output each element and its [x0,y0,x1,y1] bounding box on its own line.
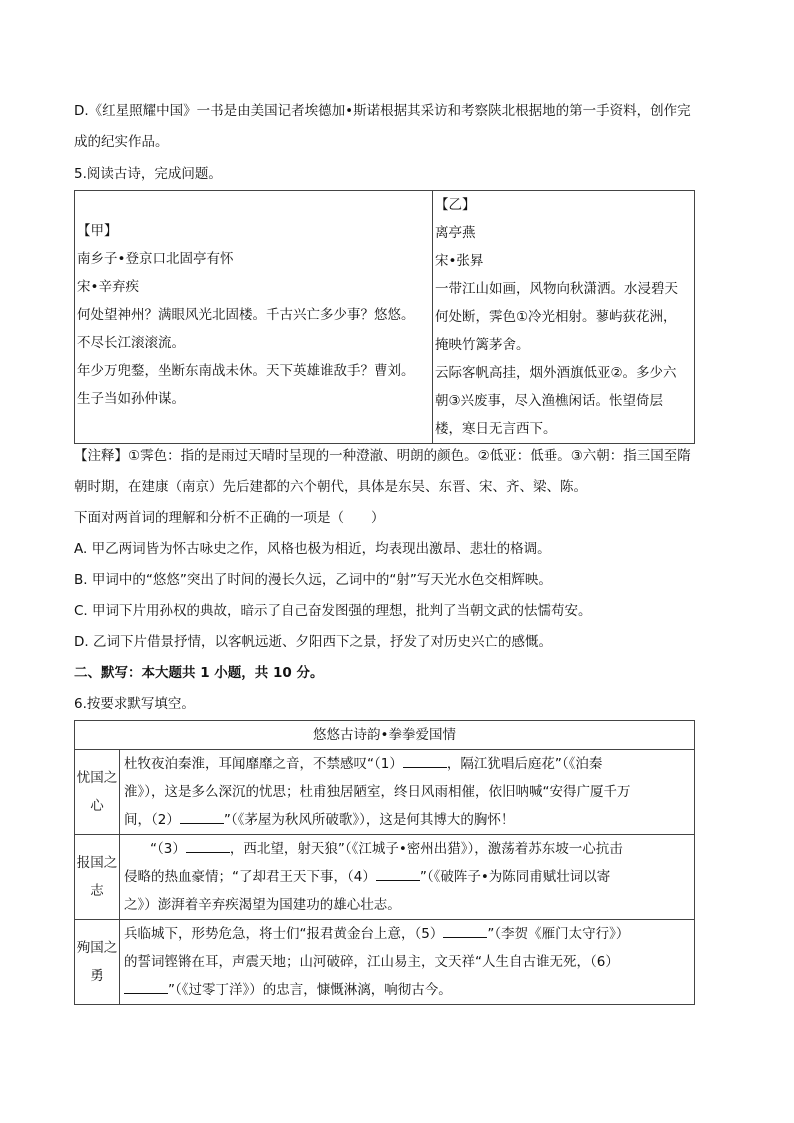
blank-3[interactable] [186,838,230,853]
q5-notes-line1: 【注释】①霁色：指的是雨过天晴时呈现的一种澄澈、明朗的颜色。②低亚：低垂。③六朝：指三国至隋 [74,448,691,464]
row-content-ambition: “（3） ，西北望，射天狼”（《江城子•密州出猎》），激荡着苏东坡一心抗击 侵略的热血豪情；“了却君王天下事，（4） ”（《破阵子•为陈同甫赋壮词以寄 之》）澎湃着辛弃疾渴望为国建功的雄心壮志。 [120,835,695,920]
row-content-worry: 杜牧夜泊秦淮，耳闻靡靡之音，不禁感叹“（1） ，隔江犹唱后庭花”（《泊秦 淮》），这是多么深沉的忧思；杜甫独居陋室，终日风雨相催，依旧呐喊“安得广厦千万 间，（2） ”（《茅屋为秋风所破歌》），这是何其博大的胸怀！ [120,750,695,835]
poem-jia-title: 南乡子•登京口北固亭有怀 [77,251,234,267]
poem-yi-cell [432,191,694,444]
poem-yi-line: 何处断，霁色①冷光相射。蓼屿荻花洲， [434,309,677,325]
blank-2[interactable] [180,809,224,824]
row-content-courage: 兵临城下，形势危急，将士们“报君黄金台上意，（5） ”（李贺《雁门太守行》） 的誓词铿锵在耳，声震天地；山河破碎，江山易主，文天祥“人生自古谁无死，（6） ”（《过零丁洋》）的忠言，慷慨淋漓，响彻古今。 [120,920,695,1005]
q5-option-c: C. 甲词下片用孙权的典故，暗示了自己奋发图强的理想，批判了当朝文武的怯懦苟安。 [74,603,592,619]
poem-yi-line: 掩映竹篱茅舍。 [434,337,530,353]
q5-notes-line2: 朝时期，在建康（南京）先后建都的六个朝代，具体是东吴、东晋、宋、齐、梁、陈。 [74,479,587,495]
row-label-ambition: 报国之 志 [75,835,120,920]
dictation-table [74,720,695,1005]
poem-yi-author: 宋•张昪 [434,253,484,269]
q4-option-d-line2: 成的纪实作品。 [74,134,169,150]
poem-jia-line: 生子当如孙仲谋。 [77,391,185,407]
poem-yi-line: 云际客帆高挂，烟外酒旗低亚②。多少六 [434,365,677,381]
q5-question: 下面对两首词的理解和分析不正确的一项是（ ） [74,510,385,526]
blank-6[interactable] [124,979,168,994]
q5-option-d: D. 乙词下片借景抒情，以客帆远逝、夕阳西下之景，抒发了对历史兴亡的感慨。 [74,634,552,650]
q5-prompt: 5.阅读古诗，完成问题。 [74,166,222,182]
q4-option-d-line1: D.《红星照耀中国》一书是由美国记者埃德加•斯诺根据其采访和考察陕北根据地的第一手资料，创作完 [74,103,691,119]
poem-jia-tag: 【甲】 [77,223,118,239]
poem-jia-line: 年少万兜鍪，坐断东南战未休。天下英雄谁敌手？曹刘。 [77,363,415,379]
poem-yi-line: 朝③兴废事，尽入渔樵闲话。怅望倚层 [434,393,664,409]
poem-jia-cell [75,191,433,444]
row-label-worry: 忧国之 心 [75,750,120,835]
poem-yi-title: 离亭燕 [434,225,476,241]
poem-jia-line: 何处望神州？满眼风光北固楼。千古兴亡多少事？悠悠。 [77,307,415,323]
poem-yi-line: 一带江山如画，风物向秋潇洒。水浸碧天 [434,281,678,297]
blank-5[interactable] [443,923,487,938]
poem-comparison-table [74,190,695,444]
q5-option-b: B. 甲词中的“悠悠”突出了时间的漫长久远，乙词中的“射”写天光水色交相辉映。 [74,572,552,588]
q6-prompt: 6.按要求默写填空。 [74,696,195,712]
dictation-table-title: 悠悠古诗韵•拳拳爱国情 [75,721,695,750]
row-label-courage: 殉国之 勇 [75,920,120,1005]
q5-option-a: A. 甲乙两词皆为怀古咏史之作，风格也极为相近，均表现出激昂、悲壮的格调。 [74,541,551,557]
poem-yi-tag: 【乙】 [434,197,476,213]
poem-jia-author: 宋•辛弃疾 [77,279,139,295]
poem-yi-line: 楼，寒日无言西下。 [434,421,557,437]
poem-jia-line: 不尽长江滚滚流。 [77,335,185,351]
blank-1[interactable] [403,753,447,768]
section-2-heading: 二、默写：本大题共 1 小题，共 10 分。 [74,665,324,681]
blank-4[interactable] [376,866,420,881]
